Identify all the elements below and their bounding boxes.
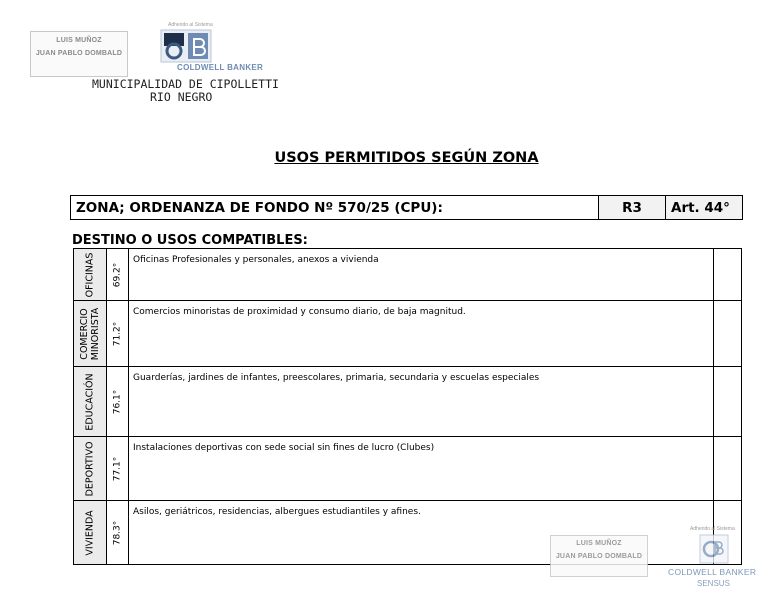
zone-article: Art. 44°	[666, 196, 742, 219]
empty-cell	[714, 437, 742, 501]
watermark-adherido-text: Adherido al Sistema	[690, 526, 735, 532]
zone-label: ZONA; ORDENANZA DE FONDO Nº 570/25 (CPU):	[71, 196, 599, 219]
category-label: DEPORTIVO	[84, 441, 96, 496]
watermark-name-1: LUIS MUÑOZ	[576, 540, 622, 547]
zone-code: R3	[599, 196, 666, 219]
municipality-name: MUNICIPALIDAD DE CIPOLLETTI	[92, 77, 279, 91]
degree-cell	[107, 367, 129, 437]
category-label: EDUCACIÓN	[84, 372, 96, 431]
logo-adherido-text: Adherido al Sistema	[168, 22, 213, 28]
degree-cell	[107, 301, 129, 367]
page-title: USOS PERMITIDOS SEGÚN ZONA	[274, 150, 539, 166]
table-row	[74, 249, 742, 301]
watermark-cb-logo-icon	[699, 534, 729, 564]
agent-stamp	[30, 31, 128, 77]
empty-cell	[714, 367, 742, 437]
watermark-stamp	[550, 535, 648, 577]
category-label	[79, 307, 101, 360]
logo-brand-text: COLDWELL BANKER	[177, 63, 264, 72]
empty-cell	[714, 301, 742, 367]
category-label-line-1: COMERCIO	[79, 307, 90, 360]
use-description: Guarderías, jardines de infantes, preescolares, primaria, secundaria y escuelas especiales	[129, 367, 714, 437]
coldwell-banker-logo-icon	[160, 29, 212, 63]
degree-value: 69.2°	[112, 262, 122, 287]
category-cell	[74, 249, 107, 301]
use-description: Asilos, geriátricos, residencias, albergues estudiantiles y afines.	[129, 501, 714, 565]
table-row	[74, 437, 742, 501]
empty-cell	[714, 249, 742, 301]
stamp-name-1: LUIS MUÑOZ	[56, 37, 102, 44]
table-row	[74, 367, 742, 437]
uses-table	[73, 248, 742, 565]
category-cell	[74, 437, 107, 501]
watermark-brand-text: COLDWELL BANKER	[668, 567, 757, 577]
degree-value: 78.3°	[112, 520, 122, 545]
table-row	[74, 301, 742, 367]
section-title: DESTINO O USOS COMPATIBLES:	[72, 233, 308, 248]
use-description: Instalaciones deportivas con sede social sin fines de lucro (Clubes)	[129, 437, 714, 501]
stamp-name-2: JUAN PABLO DOMBALD	[35, 50, 123, 57]
degree-value: 77.1°	[112, 456, 122, 481]
category-cell	[74, 301, 107, 367]
category-cell	[74, 501, 107, 565]
watermark-name-2: JUAN PABLO DOMBALD	[555, 553, 643, 560]
category-cell	[74, 367, 107, 437]
degree-value: 71.2°	[112, 321, 122, 346]
degree-cell	[107, 437, 129, 501]
category-label-line-2: MINORISTA	[90, 307, 101, 360]
degree-cell	[107, 249, 129, 301]
province-name: RIO NEGRO	[150, 90, 213, 104]
use-description: Oficinas Profesionales y personales, anexos a vivienda	[129, 249, 714, 301]
use-description: Comercios minoristas de proximidad y consumo diario, de baja magnitud.	[129, 301, 714, 367]
degree-cell	[107, 501, 129, 565]
watermark-sub-text: SENSUS	[697, 579, 730, 588]
category-label: OFICINAS	[84, 252, 96, 297]
degree-value: 76.1°	[112, 389, 122, 414]
category-label: VIVIENDA	[84, 509, 96, 556]
zone-bar	[70, 195, 743, 220]
